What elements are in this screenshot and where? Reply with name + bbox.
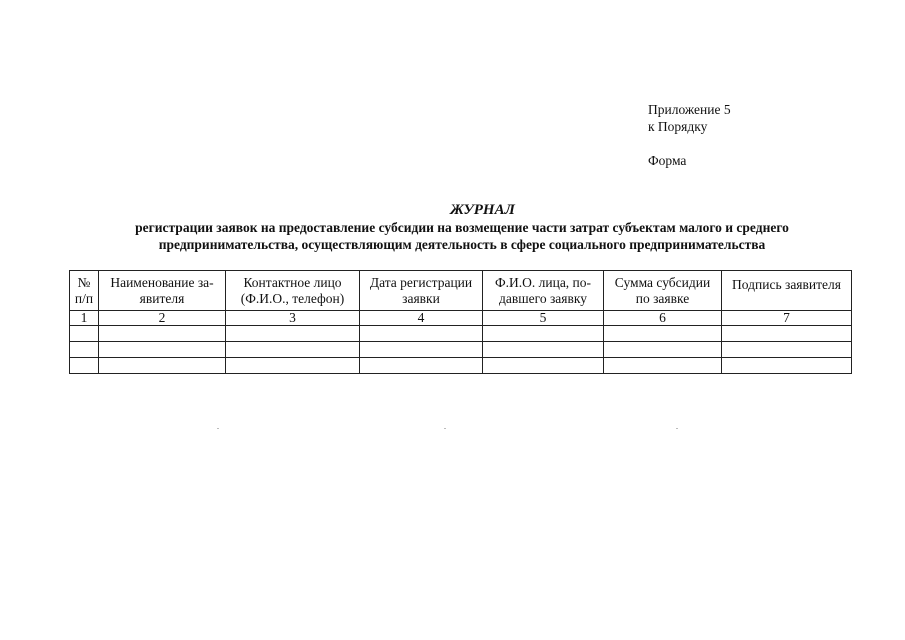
empty-cell bbox=[70, 342, 99, 358]
document-title bbox=[40, 201, 870, 253]
header-cell-applicant-name: Наименование за- явителя bbox=[99, 271, 226, 311]
header-cell-applicant-signature: Подпись заявителя bbox=[722, 271, 852, 311]
appendix-line-2: к Порядку bbox=[648, 119, 708, 134]
form-label: Форма bbox=[648, 153, 687, 168]
empty-cell bbox=[99, 358, 226, 374]
empty-cell bbox=[360, 358, 483, 374]
column-number-cell: 2 bbox=[99, 311, 226, 326]
table-header-row bbox=[70, 271, 852, 311]
column-number-cell: 1 bbox=[70, 311, 99, 326]
header-cell-registration-date: Дата регистрации заявки bbox=[360, 271, 483, 311]
header-cell-subsidy-amount: Сумма субсидии по заявке bbox=[604, 271, 722, 311]
empty-cell bbox=[483, 358, 604, 374]
title-main: ЖУРНАЛ bbox=[450, 202, 515, 218]
column-number-cell: 4 bbox=[360, 311, 483, 326]
empty-cell bbox=[226, 358, 360, 374]
empty-cell bbox=[604, 326, 722, 342]
empty-cell bbox=[722, 342, 852, 358]
empty-cell bbox=[722, 358, 852, 374]
table-row bbox=[70, 358, 852, 374]
empty-cell bbox=[722, 326, 852, 342]
column-number-cell: 5 bbox=[483, 311, 604, 326]
table-row bbox=[70, 326, 852, 342]
scan-speck bbox=[676, 428, 678, 429]
column-number-cell: 7 bbox=[722, 311, 852, 326]
empty-cell bbox=[483, 342, 604, 358]
empty-cell bbox=[226, 342, 360, 358]
empty-cell bbox=[70, 326, 99, 342]
empty-cell bbox=[604, 358, 722, 374]
column-number-cell: 6 bbox=[604, 311, 722, 326]
column-number-cell: 3 bbox=[226, 311, 360, 326]
empty-cell bbox=[483, 326, 604, 342]
title-subtitle-line-1: регистрации заявок на предоставление субсидии на возмещение части затрат субъектам малого и среднего bbox=[135, 220, 789, 235]
table-row bbox=[70, 342, 852, 358]
registration-journal-table bbox=[69, 270, 852, 374]
header-cell-number: № п/п bbox=[70, 271, 99, 311]
empty-cell bbox=[99, 342, 226, 358]
spacer bbox=[648, 135, 731, 152]
header-cell-contact-person: Контактное лицо (Ф.И.О., телефон) bbox=[226, 271, 360, 311]
empty-cell bbox=[70, 358, 99, 374]
empty-cell bbox=[360, 326, 483, 342]
header-cell-submitter-name: Ф.И.О. лица, по- давшего заявку bbox=[483, 271, 604, 311]
empty-cell bbox=[604, 342, 722, 358]
scan-speck bbox=[444, 428, 446, 429]
scan-speck bbox=[217, 428, 219, 429]
empty-cell bbox=[226, 326, 360, 342]
appendix-note bbox=[648, 101, 731, 169]
column-number-row bbox=[70, 311, 852, 326]
empty-cell bbox=[99, 326, 226, 342]
title-subtitle-line-2: предпринимательства, осуществляющим деятельность в сфере социального предпринимательства bbox=[158, 237, 766, 252]
appendix-line-1: Приложение 5 bbox=[648, 102, 731, 117]
empty-cell bbox=[360, 342, 483, 358]
